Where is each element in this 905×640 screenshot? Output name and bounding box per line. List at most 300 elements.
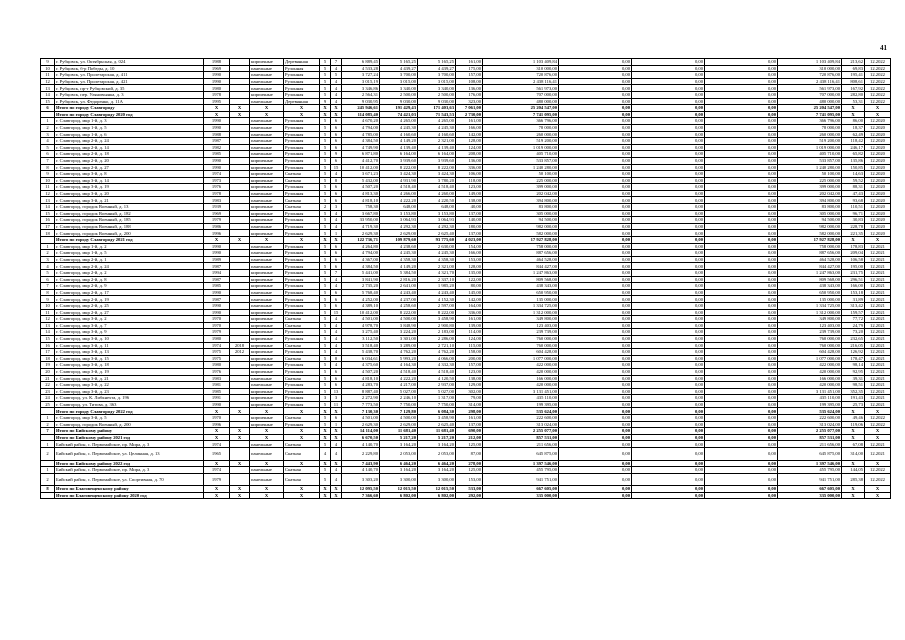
entrances: 4 [331, 283, 342, 290]
row-number: 7 [41, 157, 55, 164]
entrances: 6 [331, 144, 342, 151]
floors: 3 [320, 395, 331, 402]
residential-area: 4 139,40 [418, 144, 456, 151]
subtotal-row [41, 460, 891, 467]
residential-area: 2 900,80 [418, 322, 456, 329]
cost-per-sqm: 313,42 [842, 302, 865, 309]
year-built: 1979 [204, 473, 230, 486]
funds-regional: 0,00 [632, 342, 705, 349]
row-number: 24 [41, 395, 55, 402]
premises-area: 2 053,00 [380, 448, 418, 461]
year-built: 1990 [204, 124, 230, 131]
year-built: 1978 [204, 91, 230, 98]
roof-type: Деревянная [284, 98, 320, 105]
address: г. Славгород, мкр 2-й, д. 1 [55, 256, 204, 263]
funds-regional: 0,00 [632, 382, 705, 389]
entrances: 6 [331, 375, 342, 382]
year-reconstructed [230, 473, 250, 486]
funds-federal: 0,00 [559, 118, 632, 125]
repair-cost-total: 17 927 828,00 [483, 237, 559, 244]
floors: 5 [320, 421, 331, 428]
row-number: 2 [41, 473, 55, 486]
funds-owners: 123 403,00 [778, 322, 842, 329]
roof-type: Скатная [284, 467, 320, 474]
funds-federal: 0,00 [559, 368, 632, 375]
year-reconstructed [230, 316, 250, 323]
roof-type: Рулонная [284, 210, 320, 217]
residents: 323,00 [456, 98, 483, 105]
floors: 5 [320, 217, 331, 224]
row-number: 13 [41, 85, 55, 92]
roof-type: X [284, 486, 320, 493]
wall-material: панельные [250, 78, 284, 85]
entrances: 7 [331, 59, 342, 66]
row-number: 10 [41, 302, 55, 309]
entrances: 4 [331, 335, 342, 342]
funds-regional: 0,00 [632, 335, 705, 342]
table-row [41, 316, 891, 323]
table-row [41, 65, 891, 72]
completion-date: 12.2020 [865, 177, 891, 184]
funds-local: 0,00 [705, 171, 778, 178]
total-area: 4 501,00 [342, 415, 380, 422]
year-reconstructed [230, 59, 250, 66]
funds-owners: 422 000,00 [778, 362, 842, 369]
year-reconstructed [230, 335, 250, 342]
roof-type: Рулонная [284, 157, 320, 164]
cost-per-sqm: 296,51 [842, 276, 865, 283]
year-reconstructed [230, 98, 250, 105]
residential-area: 3 340,00 [418, 85, 456, 92]
row-number: 12 [41, 316, 55, 323]
residential-area: 2 625,40 [418, 230, 456, 237]
roof-type: Рулонная [284, 72, 320, 79]
cost-per-sqm: X [842, 486, 865, 493]
total-area: 10 412,00 [342, 309, 380, 316]
entrances: 6 [331, 250, 342, 257]
funds-regional: 0,00 [632, 144, 705, 151]
address: г. Рубцовск, ул. Пролетарская, д. 421 [55, 78, 204, 85]
table-row [41, 223, 891, 230]
floors: 5 [320, 171, 331, 178]
residential-area: 5 027,00 [418, 388, 456, 395]
completion-date: 12.2021 [865, 283, 891, 290]
funds-federal: 0,00 [559, 210, 632, 217]
wall-material: кирпичные [250, 177, 284, 184]
funds-owners: 313 024,00 [778, 421, 842, 428]
total-area: 10 412,00 [342, 164, 380, 171]
floors: 5 [320, 138, 331, 145]
residents: 161,00 [456, 316, 483, 323]
floors: X [320, 460, 331, 467]
table-row [41, 335, 891, 342]
funds-local: 0,00 [705, 415, 778, 422]
row-number [41, 111, 55, 118]
wall-material: кирпичные [250, 164, 284, 171]
funds-federal: 0,00 [559, 375, 632, 382]
cost-per-sqm: 96,71 [842, 210, 865, 217]
cost-per-sqm: X [842, 237, 865, 244]
entrances: 6 [331, 263, 342, 270]
roof-type: Рулонная [284, 362, 320, 369]
funds-federal: 0,00 [559, 144, 632, 151]
year-built: 1978 [204, 190, 230, 197]
roof-type: Рулонная [284, 329, 320, 336]
residential-area: 4 245,30 [418, 250, 456, 257]
table-row [41, 270, 891, 277]
cost-per-sqm: 93,68 [842, 197, 865, 204]
funds-federal: 0,00 [559, 124, 632, 131]
floors: 5 [320, 355, 331, 362]
funds-federal: 0,00 [559, 111, 632, 118]
residential-area: 3 458,90 [418, 415, 456, 422]
premises-area: 4 238,60 [380, 243, 418, 250]
wall-material: кирпичные [250, 309, 284, 316]
residential-area: 3 458,90 [418, 316, 456, 323]
cost-per-sqm: 195,00 [842, 263, 865, 270]
row-number: 14 [41, 91, 55, 98]
premises-area: 4 266,00 [380, 190, 418, 197]
funds-owners: 17 927 828,00 [778, 237, 842, 244]
year-reconstructed [230, 421, 250, 428]
completion-date: X [865, 434, 891, 441]
total-area: 7 773,50 [342, 401, 380, 408]
year-reconstructed [230, 283, 250, 290]
entrances: 6 [331, 256, 342, 263]
premises-area: 4 217,00 [380, 382, 418, 389]
wall-material: панельные [250, 72, 284, 79]
wall-material: панельные [250, 263, 284, 270]
repair-cost-total: 982 000,00 [483, 223, 559, 230]
year-built: X [204, 486, 230, 493]
roof-type: Рулонная [284, 151, 320, 158]
repair-cost-total: 941 751,00 [483, 473, 559, 486]
funds-federal: 0,00 [559, 59, 632, 66]
year-reconstructed [230, 296, 250, 303]
premises-area: 5 165,25 [380, 59, 418, 66]
entrances: 6 [331, 190, 342, 197]
total-area: 4 367,00 [342, 256, 380, 263]
funds-regional: 0,00 [632, 204, 705, 211]
funds-federal: 0,00 [559, 197, 632, 204]
roof-type: X [284, 105, 320, 112]
year-built: 1990 [204, 401, 230, 408]
premises-area: 3 289,00 [380, 342, 418, 349]
wall-material: панельные [250, 144, 284, 151]
funds-regional: 0,00 [632, 184, 705, 191]
floors: 5 [320, 302, 331, 309]
table-row [41, 415, 891, 422]
year-reconstructed [230, 171, 250, 178]
premises-area: 4 149,20 [380, 138, 418, 145]
funds-regional: 0,00 [632, 131, 705, 138]
residential-area: 4 066,00 [418, 355, 456, 362]
funds-owners: 305 000,00 [778, 210, 842, 217]
residential-area: 3 424,30 [418, 171, 456, 178]
funds-local: 0,00 [705, 316, 778, 323]
repair-cost-total: 650 950,00 [483, 289, 559, 296]
funds-local: 0,00 [705, 467, 778, 474]
funds-local: 0,00 [705, 355, 778, 362]
funds-regional: 0,00 [632, 460, 705, 467]
row-number: 3 [41, 131, 55, 138]
year-built: X [204, 105, 230, 112]
funds-local: 0,00 [705, 65, 778, 72]
row-number: 25 [41, 401, 55, 408]
address: г. Славгород, мкр 2-й, д. 25 [55, 302, 204, 309]
entrances: 8 [331, 177, 342, 184]
funds-owners: 582 000,00 [778, 230, 842, 237]
roof-type: Скатная [284, 171, 320, 178]
completion-date: 12.2021 [865, 355, 891, 362]
year-built: X [204, 428, 230, 435]
wall-material: панельные [250, 98, 284, 105]
year-built: 1987 [204, 276, 230, 283]
year-built: 1970 [204, 322, 230, 329]
premises-area: 2 641,00 [380, 283, 418, 290]
table-row [41, 362, 891, 369]
residential-area: 8 222,00 [418, 309, 456, 316]
repair-cost-total: 349 800,00 [483, 316, 559, 323]
funds-owners: 260 000,00 [778, 131, 842, 138]
funds-local: 0,00 [705, 428, 778, 435]
year-built: 1979 [204, 217, 230, 224]
wall-material: X [250, 460, 284, 467]
roof-type: X [284, 237, 320, 244]
completion-date: 12.2021 [865, 309, 891, 316]
floors: 5 [320, 388, 331, 395]
cost-per-sqm: 221,35 [842, 230, 865, 237]
cost-per-sqm: 178,83 [842, 243, 865, 250]
residents: 314,00 [456, 401, 483, 408]
cost-per-sqm: X [842, 111, 865, 118]
funds-regional: 0,00 [632, 296, 705, 303]
funds-regional: 0,00 [632, 276, 705, 283]
total-area: 4 749,90 [342, 144, 380, 151]
address: г. Рубцовск, ул. Федоренко, д. 11А [55, 98, 204, 105]
row-number: 8 [41, 164, 55, 171]
residential-area: 4 265,00 [418, 118, 456, 125]
cost-per-sqm: 39,31 [842, 375, 865, 382]
premises-area: 4 518,40 [380, 368, 418, 375]
funds-regional: 0,00 [632, 263, 705, 270]
address: г. Славгород, мкр 3-й, д. 14 [55, 177, 204, 184]
row-number: 4 [41, 138, 55, 145]
address: г. Славгород, мкр 2-й, д. 8 [55, 276, 204, 283]
entrances: 8 [331, 355, 342, 362]
funds-federal: 0,00 [559, 151, 632, 158]
cost-per-sqm: 153,18 [842, 289, 865, 296]
premises-area: 4 160,60 [380, 131, 418, 138]
premises-area: 4 258,60 [380, 302, 418, 309]
year-built: 1985 [204, 388, 230, 395]
year-reconstructed [230, 65, 250, 72]
floors: X [320, 408, 331, 415]
funds-local: 0,00 [705, 448, 778, 461]
residential-area: 2 721,10 [418, 342, 456, 349]
floors: 5 [320, 59, 331, 66]
funds-federal: 0,00 [559, 98, 632, 105]
year-built: 1980 [204, 335, 230, 342]
address: г. Славгород, мкр 1-й, д. 5 [55, 124, 204, 131]
funds-regional: 0,00 [632, 217, 705, 224]
funds-local: 0,00 [705, 296, 778, 303]
residents: 139,00 [456, 322, 483, 329]
funds-federal: 0,00 [559, 388, 632, 395]
roof-type: Скатная [284, 375, 320, 382]
address: г. Славгород, мкр 3-й, д. 11 [55, 342, 204, 349]
table-row [41, 157, 891, 164]
funds-local: 0,00 [705, 177, 778, 184]
premises-area: 4 931,90 [380, 177, 418, 184]
entrances: 6 [331, 289, 342, 296]
completion-date: 12.2021 [865, 316, 891, 323]
total-area: 3 303,20 [342, 473, 380, 486]
funds-owners: 78 000,00 [778, 124, 842, 131]
completion-date: 12.2020 [865, 197, 891, 204]
year-reconstructed [230, 144, 250, 151]
entrances: 1 [331, 230, 342, 237]
premises-area: 11 681,40 [380, 428, 418, 435]
funds-local: 0,00 [705, 85, 778, 92]
roof-type: Рулонная [284, 289, 320, 296]
wall-material: кирпичные [250, 217, 284, 224]
funds-regional: 0,00 [632, 408, 705, 415]
roof-type: Рулонная [284, 78, 320, 85]
funds-owners: 83 800,00 [778, 204, 842, 211]
roof-type: Рулонная [284, 184, 320, 191]
repair-cost-total: 561 973,00 [483, 85, 559, 92]
funds-federal: 0,00 [559, 105, 632, 112]
residents: 175,00 [456, 65, 483, 72]
funds-federal: 0,00 [559, 256, 632, 263]
year-built: 1980 [204, 362, 230, 369]
residents: 278,00 [456, 460, 483, 467]
funds-federal: 0,00 [559, 78, 632, 85]
funds-federal: 0,00 [559, 401, 632, 408]
wall-material: X [250, 408, 284, 415]
address: г. Славгород, мкр 2-й, д. 2 [55, 270, 204, 277]
row-number: 6 [41, 276, 55, 283]
total-area: 245 946,61 [342, 105, 380, 112]
table-row [41, 250, 891, 257]
funds-regional: 0,00 [632, 164, 705, 171]
funds-local: 0,00 [705, 276, 778, 283]
floors: 5 [320, 289, 331, 296]
address: г. Славгород, мкр 3-й, д. 9 [55, 329, 204, 336]
table-row [41, 217, 891, 224]
completion-date: 12.2021 [865, 448, 891, 461]
year-built: 1989 [204, 256, 230, 263]
floors: X [320, 428, 331, 435]
cost-per-sqm: 98,51 [842, 382, 865, 389]
floors: 5 [320, 335, 331, 342]
repair-cost-total: 222 600,00 [483, 415, 559, 422]
premises-area: 4 243,40 [380, 289, 418, 296]
funds-federal: 0,00 [559, 204, 632, 211]
table-row [41, 395, 891, 402]
funds-local: 0,00 [705, 270, 778, 277]
cost-per-sqm: 135,86 [842, 157, 865, 164]
total-area: 4 501,00 [342, 316, 380, 323]
residential-area: 4 439,27 [418, 65, 456, 72]
completion-date: X [865, 408, 891, 415]
total-area: 8 887,40 [342, 388, 380, 395]
wall-material: кирпичные [250, 421, 284, 428]
funds-owners: 25 204 547,00 [778, 105, 842, 112]
funds-regional: 0,00 [632, 59, 705, 66]
residential-area: 4 518,40 [418, 184, 456, 191]
year-built: 1974 [204, 467, 230, 474]
total-area: 6 034,61 [342, 355, 380, 362]
funds-owners: 982 000,00 [778, 223, 842, 230]
residential-area: 1 317,00 [418, 395, 456, 402]
funds-regional: 0,00 [632, 157, 705, 164]
entrances: X [331, 237, 342, 244]
wall-material: кирпичные [250, 157, 284, 164]
total-area: 14 114,00 [342, 428, 380, 435]
completion-date: X [865, 111, 891, 118]
address: Итого по Благовещенскому району [55, 486, 204, 493]
funds-owners: 420 000,00 [778, 368, 842, 375]
residents: 138,00 [456, 375, 483, 382]
cost-per-sqm: 209,04 [842, 250, 865, 257]
wall-material: кирпичные [250, 171, 284, 178]
wall-material: кирпичные [250, 184, 284, 191]
address: г. Славгород, мкр 2-й, д. 19 [55, 296, 204, 303]
residential-area: 4 160,60 [418, 131, 456, 138]
year-built: 1975 [204, 355, 230, 362]
cost-per-sqm: 282,80 [842, 91, 865, 98]
repair-cost-total: 760 000,00 [483, 335, 559, 342]
row-number [41, 237, 55, 244]
funds-owners: 166 000,00 [778, 375, 842, 382]
cost-per-sqm: 216,05 [842, 342, 865, 349]
year-reconstructed [230, 362, 250, 369]
funds-owners: 480 000,00 [778, 98, 842, 105]
funds-federal: 0,00 [559, 184, 632, 191]
completion-date: 12.2021 [865, 296, 891, 303]
address: Итого по городу Славгороду 2020 год [55, 111, 204, 118]
year-built: 1990 [204, 157, 230, 164]
residential-area: 3 300,00 [418, 473, 456, 486]
total-area: 4 785,00 [342, 131, 380, 138]
funds-federal: 0,00 [559, 460, 632, 467]
year-built: 1988 [204, 131, 230, 138]
roof-type: Рулонная [284, 138, 320, 145]
premises-area: 3 340,00 [380, 85, 418, 92]
residents: 161,00 [456, 59, 483, 66]
funds-federal: 0,00 [559, 329, 632, 336]
table-row [41, 382, 891, 389]
completion-date: 12.2020 [865, 164, 891, 171]
funds-local: 0,00 [705, 184, 778, 191]
cost-per-sqm: 25,73 [842, 401, 865, 408]
repair-cost-total: 1 312 000,00 [483, 309, 559, 316]
roof-type: Рулонная [284, 283, 320, 290]
table-row [41, 421, 891, 428]
year-reconstructed [230, 78, 250, 85]
year-reconstructed [230, 276, 250, 283]
row-number: 7 [41, 283, 55, 290]
address: Итого по городу Славгороду 2021 год [55, 237, 204, 244]
residents: 336,00 [456, 164, 483, 171]
entrances: 4 [331, 342, 342, 349]
funds-owners: 135 000,00 [778, 296, 842, 303]
premises-area: 4 139,40 [380, 144, 418, 151]
address: г. Славгород, мкр 3-й, д. 20 [55, 190, 204, 197]
roof-type: Скатная [284, 177, 320, 184]
